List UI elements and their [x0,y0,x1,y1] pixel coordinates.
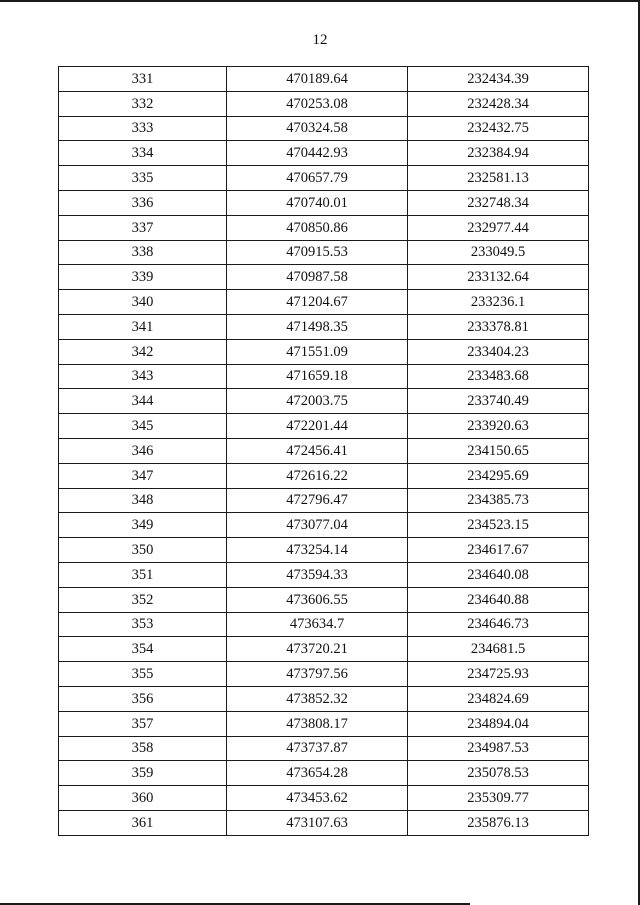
point-number-cell: 353 [59,612,227,637]
point-number-cell: 337 [59,215,227,240]
table-row [59,662,589,687]
point-number-cell: 336 [59,190,227,215]
point-number-cell: 341 [59,314,227,339]
y-coordinate-cell: 232434.39 [408,67,589,92]
x-coordinate-cell: 471498.35 [227,314,408,339]
x-coordinate-cell: 473654.28 [227,761,408,786]
point-number-cell: 351 [59,562,227,587]
y-coordinate-cell: 232384.94 [408,141,589,166]
table-row [59,67,589,92]
page-edge-top [0,0,640,2]
x-coordinate-cell: 473254.14 [227,538,408,563]
point-number-cell: 361 [59,810,227,835]
point-number-cell: 355 [59,662,227,687]
y-coordinate-cell: 233049.5 [408,240,589,265]
point-number-cell: 334 [59,141,227,166]
y-coordinate-cell: 234295.69 [408,463,589,488]
table-row [59,711,589,736]
table-row [59,240,589,265]
point-number-cell: 357 [59,711,227,736]
x-coordinate-cell: 473077.04 [227,513,408,538]
y-coordinate-cell: 234640.08 [408,562,589,587]
point-number-cell: 344 [59,389,227,414]
x-coordinate-cell: 470442.93 [227,141,408,166]
table-row [59,587,589,612]
y-coordinate-cell: 234725.93 [408,662,589,687]
table-row [59,538,589,563]
x-coordinate-cell: 472201.44 [227,414,408,439]
y-coordinate-cell: 232748.34 [408,190,589,215]
y-coordinate-cell: 235309.77 [408,786,589,811]
x-coordinate-cell: 473852.32 [227,686,408,711]
point-number-cell: 356 [59,686,227,711]
table-row [59,637,589,662]
x-coordinate-cell: 473453.62 [227,786,408,811]
y-coordinate-cell: 234681.5 [408,637,589,662]
point-number-cell: 352 [59,587,227,612]
table-row [59,141,589,166]
x-coordinate-cell: 470987.58 [227,265,408,290]
y-coordinate-cell: 232977.44 [408,215,589,240]
table-row [59,463,589,488]
table-row [59,686,589,711]
x-coordinate-cell: 470324.58 [227,116,408,141]
table-row [59,761,589,786]
point-number-cell: 335 [59,166,227,191]
x-coordinate-cell: 473797.56 [227,662,408,687]
table-row [59,786,589,811]
point-number-cell: 338 [59,240,227,265]
y-coordinate-cell: 234640.88 [408,587,589,612]
y-coordinate-cell: 235876.13 [408,810,589,835]
table-row [59,215,589,240]
y-coordinate-cell: 233920.63 [408,414,589,439]
x-coordinate-cell: 470253.08 [227,91,408,116]
y-coordinate-cell: 233378.81 [408,314,589,339]
point-number-cell: 350 [59,538,227,563]
x-coordinate-cell: 470740.01 [227,190,408,215]
table-row [59,265,589,290]
point-number-cell: 332 [59,91,227,116]
x-coordinate-cell: 472456.41 [227,438,408,463]
point-number-cell: 331 [59,67,227,92]
table-row [59,166,589,191]
x-coordinate-cell: 470850.86 [227,215,408,240]
table-row [59,513,589,538]
table-row [59,612,589,637]
table-row [59,364,589,389]
x-coordinate-cell: 472796.47 [227,488,408,513]
y-coordinate-cell: 234617.67 [408,538,589,563]
y-coordinate-cell: 233132.64 [408,265,589,290]
table-row [59,116,589,141]
table-row [59,810,589,835]
x-coordinate-cell: 471204.67 [227,290,408,315]
table-row [59,190,589,215]
coordinates-table-body [59,67,589,836]
x-coordinate-cell: 473594.33 [227,562,408,587]
y-coordinate-cell: 233483.68 [408,364,589,389]
point-number-cell: 348 [59,488,227,513]
x-coordinate-cell: 470657.79 [227,166,408,191]
table-row [59,389,589,414]
point-number-cell: 333 [59,116,227,141]
table-row [59,314,589,339]
x-coordinate-cell: 473606.55 [227,587,408,612]
x-coordinate-cell: 473634.7 [227,612,408,637]
point-number-cell: 360 [59,786,227,811]
table-row [59,339,589,364]
y-coordinate-cell: 233740.49 [408,389,589,414]
x-coordinate-cell: 472616.22 [227,463,408,488]
point-number-cell: 359 [59,761,227,786]
x-coordinate-cell: 470915.53 [227,240,408,265]
table-row [59,736,589,761]
point-number-cell: 342 [59,339,227,364]
x-coordinate-cell: 470189.64 [227,67,408,92]
x-coordinate-cell: 473107.63 [227,810,408,835]
y-coordinate-cell: 232432.75 [408,116,589,141]
y-coordinate-cell: 234385.73 [408,488,589,513]
point-number-cell: 349 [59,513,227,538]
x-coordinate-cell: 471659.18 [227,364,408,389]
y-coordinate-cell: 233404.23 [408,339,589,364]
y-coordinate-cell: 234523.15 [408,513,589,538]
table-row [59,414,589,439]
point-number-cell: 347 [59,463,227,488]
y-coordinate-cell: 233236.1 [408,290,589,315]
x-coordinate-cell: 473737.87 [227,736,408,761]
table-row [59,562,589,587]
x-coordinate-cell: 472003.75 [227,389,408,414]
point-number-cell: 354 [59,637,227,662]
x-coordinate-cell: 471551.09 [227,339,408,364]
y-coordinate-cell: 234987.53 [408,736,589,761]
point-number-cell: 343 [59,364,227,389]
point-number-cell: 340 [59,290,227,315]
y-coordinate-cell: 234646.73 [408,612,589,637]
table-row [59,91,589,116]
y-coordinate-cell: 234150.65 [408,438,589,463]
point-number-cell: 346 [59,438,227,463]
table-row [59,438,589,463]
y-coordinate-cell: 232581.13 [408,166,589,191]
y-coordinate-cell: 235078.53 [408,761,589,786]
y-coordinate-cell: 232428.34 [408,91,589,116]
x-coordinate-cell: 473808.17 [227,711,408,736]
y-coordinate-cell: 234894.04 [408,711,589,736]
point-number-cell: 345 [59,414,227,439]
x-coordinate-cell: 473720.21 [227,637,408,662]
point-number-cell: 358 [59,736,227,761]
point-number-cell: 339 [59,265,227,290]
coordinates-table [58,66,589,836]
y-coordinate-cell: 234824.69 [408,686,589,711]
page-number: 12 [312,32,328,48]
table-row [59,488,589,513]
table-row [59,290,589,315]
